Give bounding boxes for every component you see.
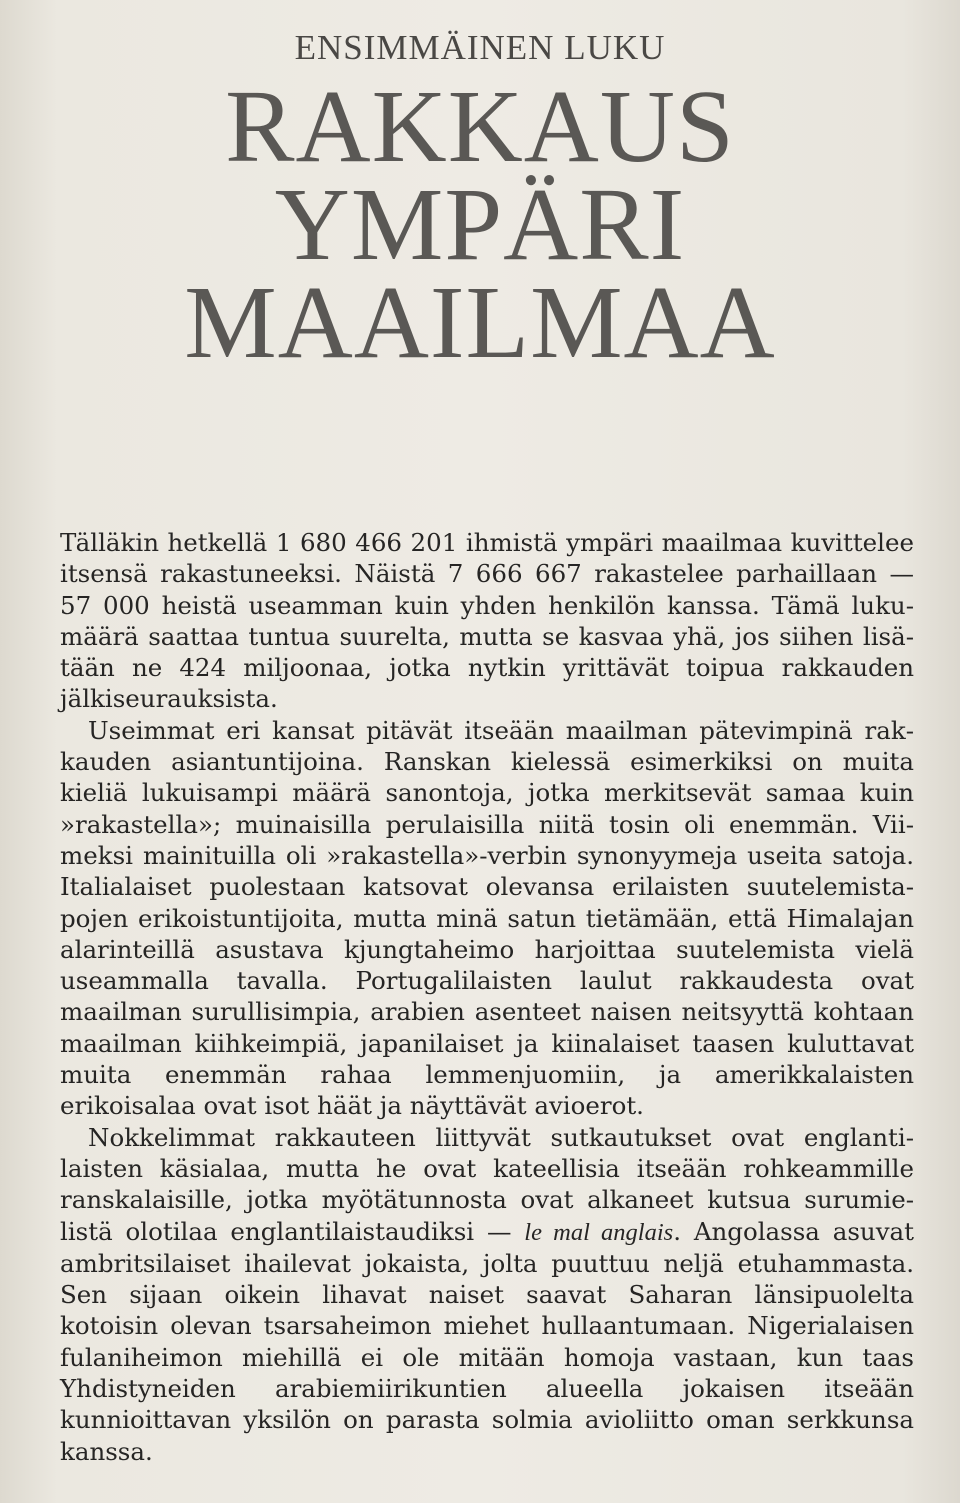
chapter-title: [0, 69, 960, 380]
italic-phrase: le mal anglais: [524, 1218, 674, 1246]
chapter-title-line-1: RAKKAUS: [225, 69, 735, 184]
paragraph-3-text-end: . Angolassa asuvat ambritsilaiset ihailevat jokaista, jolta puuttuu neljä etuhammasta. Sen sijaan oikein lihavat naiset saavat Saharan länsipuolelta kotoisin olevan tsarsaheimon miehet hullaantumaan. Nigerialaisen fulaniheimon miehillä ei ole mitään homoja vastaan, kun taas Yhdistyneiden arabiemiirikuntien alueella jokaisen itseään kunnioittavan yksilön on parasta solmia avioliitto oman serkkunsa kanssa.: [60, 1216, 914, 1466]
paragraph-2: Useimmat eri kansat pitävät itseään maailman pätevimpinä rakkauden asiantuntijoina. Ranskan kielessä esimerkiksi on muita kieliä lukuisampi määrä sanontoja, jotka merkitsevät samaa kuin »rakastella»; muinaisilla perulaisilla niitä tosin oli enemmän. Viimeksi mainituilla oli »rakastella»-verbin synonyymeja useita satoja. Italialaiset puolestaan katsovat olevansa erilaisten suutelemistapojen erikoistuntijoita, mutta minä satun tietämään, että Himalajan alarinteillä asustava kjungtaheimo harjoittaa suutelemista vielä useammalla tavalla. Portugalilaisten laulut rakkaudesta ovat maailman surullisimpia, arabien asenteet naisen neitsyyttä kohtaan maailman kiihkeimpiä, japanilaiset ja kiinalaiset taasen kuluttavat muita enemmän rahaa lemmenjuomiin, ja amerikkalaisten erikoisalaa ovat isot häät ja näyttävät avioerot.: [60, 715, 914, 1121]
paragraph-1: Tälläkin hetkellä 1 680 466 201 ihmistä ympäri maailmaa kuvittelee itsensä rakastuneeksi. Näistä 7 666 667 rakastelee parhaillaan — 57 000 heistä useamman kuin yhden henkilön kanssa. Tämä lukumäärä saattaa tuntua suurelta, mutta se kasvaa yhä, jos siihen lisätään ne 424 miljoonaa, jotka nytkin yrittävät toipua rakkauden jälkiseurauksista.: [60, 528, 914, 714]
chapter-title-line-2: YMPÄRI: [274, 167, 686, 282]
paragraph-3-text-start: Nokkelimmat rakkauteen liittyvät sutkautukset ovat englantilaisten käsialaa, mutta he ovat kateellisia itseään rohkeammille ranskalaisille, jotka myötätunnosta ovat alkaneet kutsua surumielistä olotilaa englantilaistaudiksi —: [60, 1122, 914, 1246]
chapter-title-line-3: MAAILMAA: [184, 265, 776, 380]
chapter-body: [60, 527, 914, 1467]
chapter-label: ENSIMMÄINEN LUKU: [294, 28, 666, 67]
paragraph-3: [60, 1122, 914, 1467]
